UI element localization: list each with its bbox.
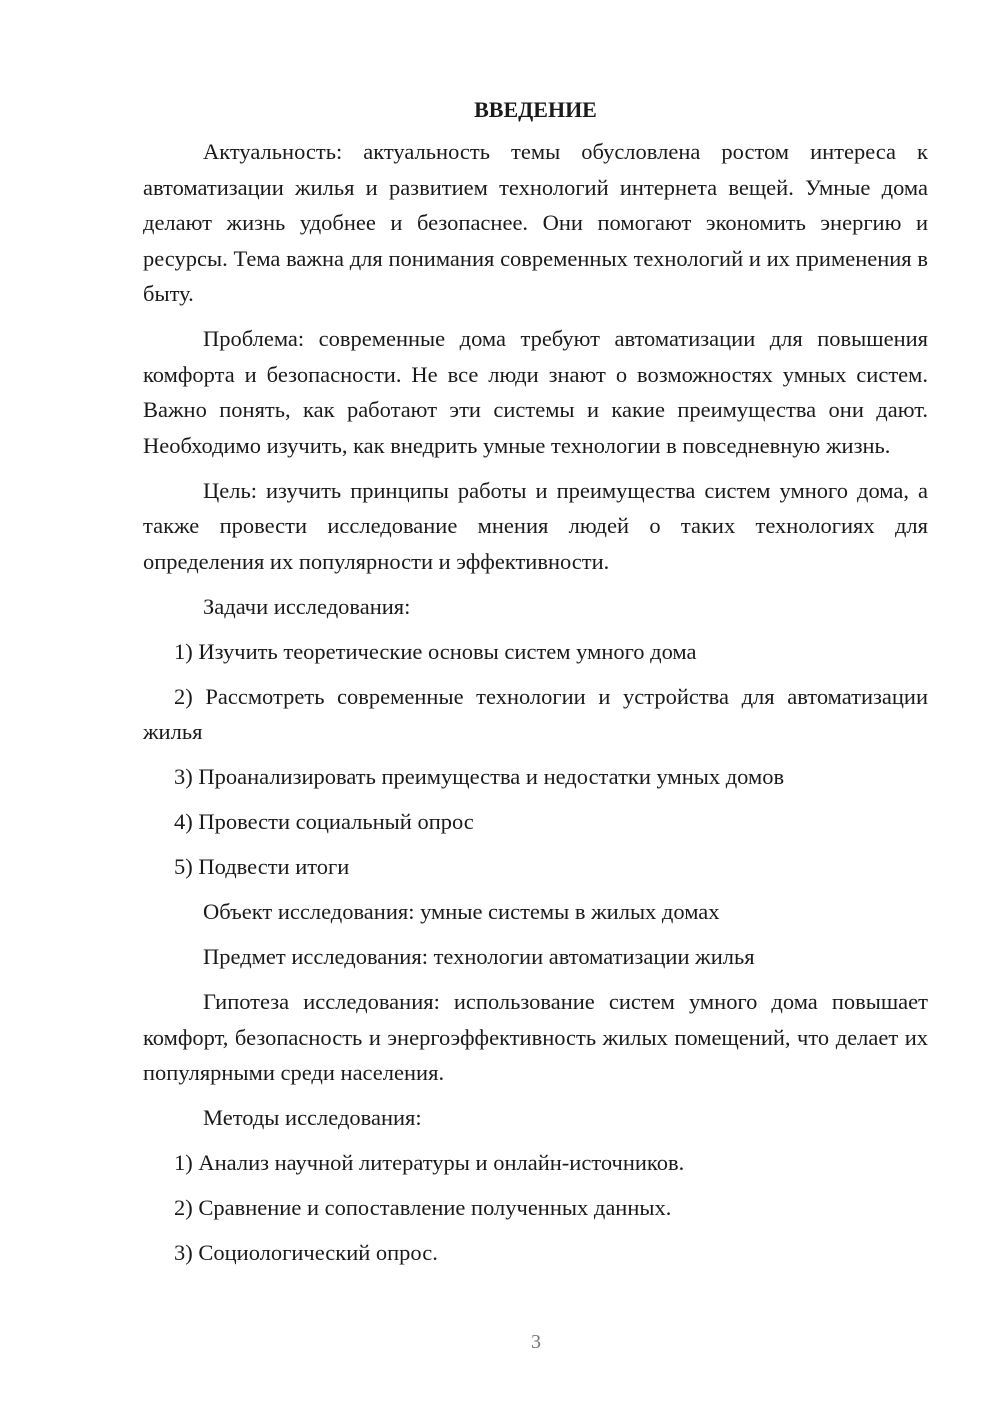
paragraph-goal: Цель: изучить принципы работы и преимущества систем умного дома, а также провести исследование мнения людей о таких технологиях для определения их популярности и эффективности. [143, 477, 928, 574]
research-object: Объект исследования: умные системы в жилых домах [203, 899, 720, 924]
task-item-2: 2) Рассмотреть современные технологии и устройства для автоматизации жилья [143, 683, 928, 744]
paragraph-problem: Проблема: современные дома требуют автоматизации для повышения комфорта и безопасности. Не все люди знают о возможностях умных систем. Важно понять, как работают эти системы и какие преимущества они дают. Необходимо изучить, как внедрить умные технологии в повседневную жизнь. [143, 326, 928, 458]
method-item-3: 3) Социологический опрос. [174, 1240, 438, 1265]
tasks-heading: Задачи исследования: [203, 593, 411, 619]
research-subject: Предмет исследования: технологии автоматизации жилья [203, 944, 755, 969]
method-item-2: 2) Сравнение и сопоставление полученных данных. [174, 1195, 672, 1220]
paragraph-relevance: Актуальность: актуальность темы обусловлена ростом интереса к автоматизации жилья и развитием технологий интернета вещей. Умные дома делают жизнь удобнее и безопаснее. Они помогают экономить энергию и ресурсы. Тема важна для понимания современных технологий и их применения в быту. [143, 139, 928, 306]
page-title: ВВЕДЕНИЕ [474, 97, 597, 122]
document-body [143, 90, 928, 1280]
task-item-3: 3) Проанализировать преимущества и недостатки умных домов [174, 764, 785, 789]
task-item-4: 4) Провести социальный опрос [174, 809, 474, 834]
research-hypothesis: Гипотеза исследования: использование систем умного дома повышает комфорт, безопасность и энергоэффективность жилых помещений, что делает их популярными среди населения. [143, 989, 928, 1085]
method-item-1: 1) Анализ научной литературы и онлайн-источников. [174, 1150, 685, 1175]
task-item-5: 5) Подвести итоги [174, 854, 350, 879]
task-item-1: 1) Изучить теоретические основы систем умного дома [174, 638, 697, 664]
methods-heading: Методы исследования: [203, 1105, 422, 1130]
page-number: 3 [531, 1331, 541, 1353]
